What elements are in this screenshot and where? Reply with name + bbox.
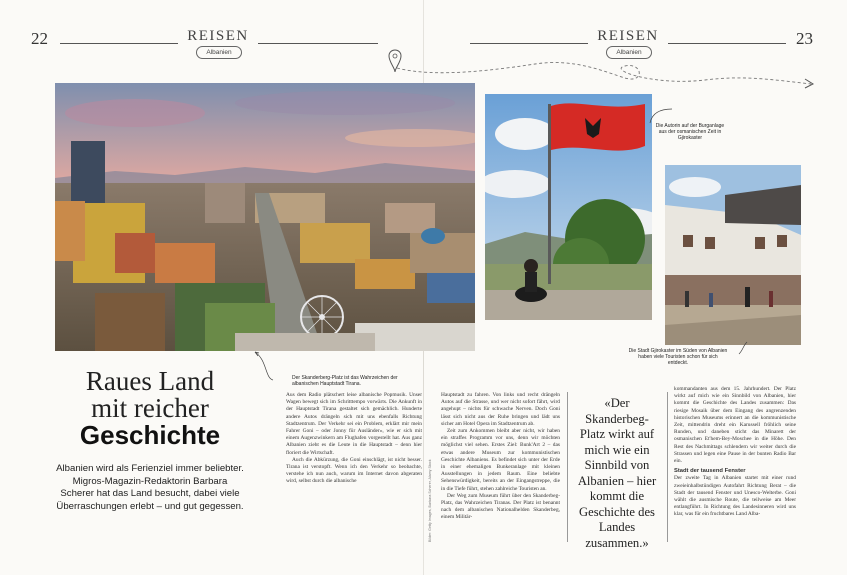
right-page-number: 23 — [796, 29, 813, 48]
headline-line-1: Raues Land — [85, 366, 215, 396]
quote-rule-right — [667, 392, 668, 542]
quote-rule-left — [567, 392, 568, 542]
header-rule-left-2 — [258, 43, 378, 44]
paragraph: Der zweite Tag in Albanien startet mit einer rund zweieinhalbstündigen Autofahrt Richtung Berat – die Stadt der tausend Fenster und Unesco-Welterbe. Goni wählt die ausmische Route, die teilweise am Meer entlangführt. In Richtung des Landesinneren wird uns klar, was für ein fruchtbares Land Alba- — [674, 475, 796, 518]
section-tag-left: Albanien — [196, 46, 242, 59]
section-title-left: REISEN — [187, 28, 249, 44]
caption-tirana: Der Skanderberg-Platz ist das Wahrzeichen der albanischen Hauptstadt Tirana. — [292, 375, 398, 387]
tirana-photo — [55, 83, 475, 351]
header-rule-left — [60, 43, 178, 44]
paragraph: kommandanten aus dem 15. Jahrhundert. Der Platz wirkt auf mich wie ein Sinnbild von Albanien, hier kommt die Geschichte des Landes zusammen: Das riesige Mosaik über dem Eingang des angrenzenden historischen Museums erinnert an die kommunistische Zeit, mittendrin dreht ein Karussell fröhlich seine Runden, und daneben sticht das Minarett der osmanischen Et'hem-Bey-Moschee in die Höhe. Den Rest des Nachmittags schlendern wir weiter durch die Strassen und legen eine Pause in der bunten Radio Bar ein. — [674, 386, 796, 465]
paragraph: Zeit zum Ankommen bleibt aber nicht, wir haben ein straffes Programm vor uns, denn wir möchten möglichst viel sehen. Erstes Ziel: Bunk'Art 2 – das etwas andere Museum zur kommunistischen Geschichte Albaniens. Es befindet sich unter der Erde in einer ehemaligen Bunkeranlage mit kleinen Ausstellungen in jedem Raum. Eine beliebte Sehenswürdigkeit, bereits an der Eingangstreppe, die in die Tiefe führt, stehen zahlreiche Touristen an. — [441, 428, 560, 492]
section-tag-right: Albanien — [606, 46, 652, 59]
left-page-number: 22 — [31, 29, 48, 48]
body-column-1 — [286, 392, 422, 486]
paragraph: Auch die Abkürzung, die Goni einschlägt, ist nicht besser. Tirana ist verstopft. Wenn ich den Verkehr so beobachte, verstehe ich nun auch, warum im Internet davon abgeraten wird, selbst durch die albanische — [286, 456, 422, 485]
flag-photo — [485, 94, 652, 320]
body-column-3 — [674, 386, 796, 519]
paragraph: Hauptstadt zu fahren. Von links und recht drängeln Autos auf die Strasse, und wer nicht sofort fährt, wird angehupt – nichts für schwache Nerven. Doch Goni lässt sich nicht aus der Ruhe bringen und lädt uns sicher am Hotel Opera im Stadtzentrum ab. — [441, 392, 560, 427]
photo-credit: Bilder: Getty Images, Barbara Scherer, Alamy Stock — [428, 459, 432, 542]
gjirokaster-photo — [665, 165, 801, 345]
paragraph: Der Weg zum Museum führt über den Skanderbeg-Platz, das Wahrzeichen Tiranas. Der Platz ist benannt nach dem albanischen Nationalhelden Skanderbeg, einem Militär- — [441, 492, 560, 521]
headline-line-3: Geschichte — [79, 420, 221, 450]
caption-pointer-flag — [646, 105, 676, 125]
section-title-right: REISEN — [597, 28, 659, 44]
caption-pointer-gjirokaster — [735, 340, 755, 360]
headline-line-2: mit reicher — [91, 393, 209, 423]
caption-gjirokaster: Die Stadt Gjirokaster im Süden von Albanien haben viele Touristen schon für sich entdeckt. — [628, 348, 728, 366]
body-column-2 — [441, 392, 560, 522]
paragraph: Aus dem Radio plätschert leise albanische Popmusik. Unser Wagen bewegt sich im Schritttempo vorwärts. Die Ankunft in der Hauptstadt Tirana gestaltet sich gemächlich. Hunderte andere Autos drängeln sich mit uns ebenfalls Richtung Stadtzentrum. Der Verkehr sei ein Problem, erklärt mir mein Fahrer Goni – oder Jonny für Ausländer«, wie er sich mit einem Augenzwinkern am Flughafen vorgestellt hat. Aus ganz Albanien zieht es die Leute in die Hauptstadt – denn hier floriert die Wirtschaft. — [286, 392, 422, 456]
article-lead: Albanien wird als Ferienziel immer beliebter. Migros-Magazin-Redaktorin Barbara Scherer hat das Land besucht, dabei viele Überraschungen erlebt – und gut gegessen. — [56, 463, 244, 512]
subheading: Stadt der tausend Fenster — [674, 468, 746, 475]
pull-quote: «Der Skanderbeg-Platz wirkt auf mich wie ein Sinnbild von Albanien – hier kommt die Geschichte des Landes zusammen.» — [577, 396, 657, 550]
caption-flag: Die Autorin auf der Burganlage aus der osmanischen Zeit in Gjirokaster — [655, 123, 725, 141]
article-headline — [55, 368, 245, 449]
